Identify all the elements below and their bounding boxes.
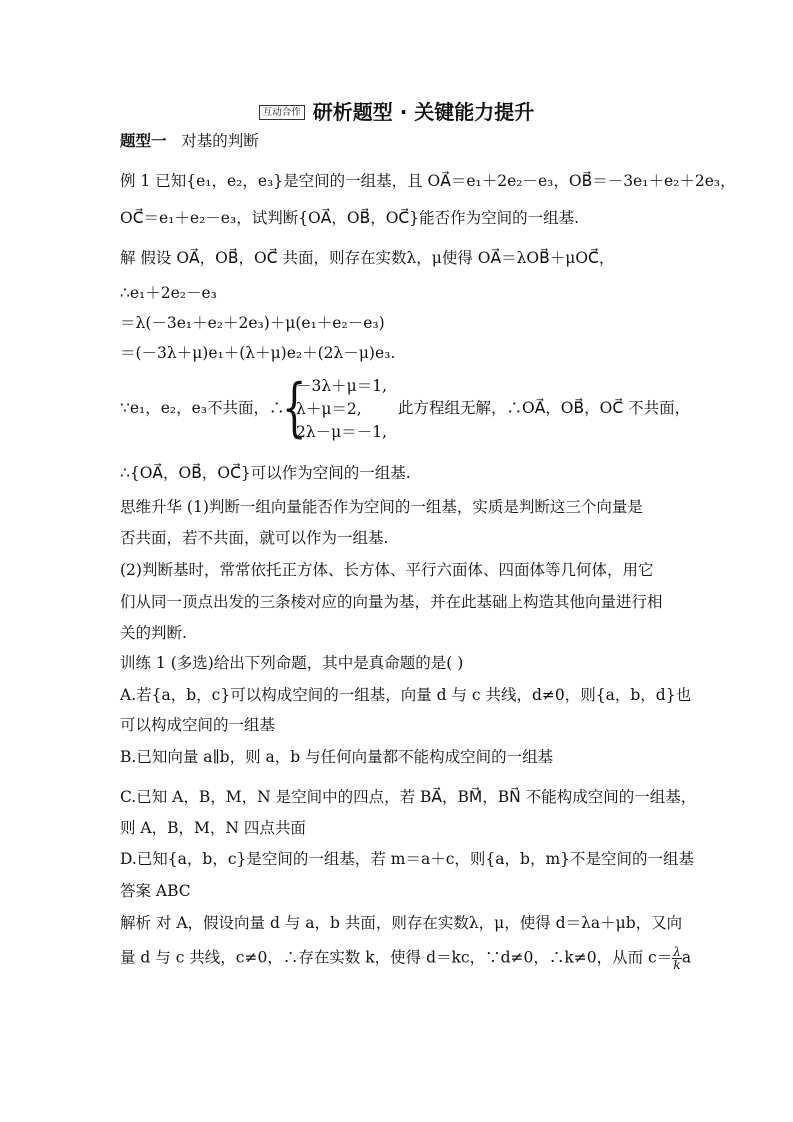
fraction-denominator: k	[673, 958, 681, 972]
example-text-line: OC⃗＝e₁＋e₂－e₃，试判断{OA⃗，OB⃗，OC⃗}能否作为空间的一组基.	[120, 209, 580, 227]
analysis-line	[120, 946, 691, 971]
question-type-name: 对基的判断	[181, 132, 259, 150]
analysis-line-text: 量 d 与 c 共线，c≠0，∴存在实数 k，使得 d＝kc，∵d≠0，∴k≠0，从而 c＝	[120, 948, 673, 967]
equation-2: λ＋μ＝2,	[296, 400, 362, 418]
equation-lead-text: ∵e₁，e₂，e₃不共面，∴	[120, 399, 285, 417]
interaction-badge: 互动合作	[259, 105, 305, 120]
page-title: 研析题型 · 关键能力提升	[312, 100, 535, 124]
analysis-line: 解析 对 A，假设向量 d 与 a，b 共面，则存在实数λ，μ，使得 d＝λa＋μb，又向	[120, 914, 683, 932]
exercise-prompt: 训练 1 (多选)给出下列命题，其中是真命题的是( )	[120, 654, 464, 672]
fraction-lambda-over-k	[672, 946, 682, 971]
section-header	[0, 96, 793, 125]
summary-text-line: 关的判断.	[120, 624, 187, 642]
option-c-line: C.已知 A，B，M，N 是空间中的四点，若 BA⃗，BM⃗，BN⃗ 不能构成空间的一组基，	[120, 788, 697, 806]
equation-list	[296, 375, 387, 444]
equation-system	[120, 371, 691, 445]
question-type-label: 题型一	[120, 132, 167, 150]
analysis-line-tail: a	[681, 948, 692, 967]
question-type-heading	[120, 130, 259, 152]
solution-text-line: ＝(－3λ＋μ)e₁＋(λ＋μ)e₂＋(2λ－μ)e₃.	[120, 344, 396, 362]
summary-text-line: 思维升华 (1)判断一组向量能否作为空间的一组基，实质是判断这三个向量是	[120, 498, 643, 516]
summary-text-line: 们从同一顶点出发的三条棱对应的向量为基，并在此基础上构造其他向量进行相	[120, 593, 663, 611]
summary-text-line: 否共面，若不共面，就可以作为一组基.	[120, 529, 389, 547]
solution-text-line: ＝λ(－3e₁＋e₂＋2e₃)＋μ(e₁＋e₂－e₃)	[120, 314, 385, 332]
solution-text-line: 解 假设 OA⃗，OB⃗，OC⃗ 共面，则存在实数λ，μ使得 OA⃗＝λOB⃗＋μOC⃗，	[120, 249, 615, 267]
equation-1: －3λ＋μ＝1,	[296, 377, 388, 395]
option-b-line: B.已知向量 a∥b，则 a，b 与任何向量都不能构成空间的一组基	[120, 748, 554, 766]
example-text-line: 例 1 已知{e₁，e₂，e₃}是空间的一组基，且 OA⃗＝e₁＋2e₂－e₃，OB⃗＝－3e₁＋e₂＋2e₃，	[120, 172, 736, 190]
option-a-line: A.若{a，b，c}可以构成空间的一组基，向量 d 与 c 共线，d≠0，则{a，b，d}也	[120, 686, 692, 704]
equation-3: 2λ－μ＝－1,	[296, 423, 388, 441]
brace-symbol: {	[282, 371, 307, 445]
equation-conclusion: 此方程组无解，∴OA⃗，OB⃗，OC⃗ 不共面，	[398, 399, 691, 417]
option-a-line: 可以构成空间的一组基	[120, 716, 276, 734]
option-c-line: 则 A，B，M，N 四点共面	[120, 819, 306, 837]
solution-text-line: ∴e₁＋2e₂－e₃	[120, 284, 217, 302]
summary-text-line: (2)判断基时，常常依托正方体、长方体、平行六面体、四面体等几何体，用它	[120, 561, 654, 579]
answer-line: 答案 ABC	[120, 882, 191, 900]
fraction-numerator: λ	[673, 945, 681, 959]
option-d-line: D.已知{a，b，c}是空间的一组基，若 m＝a＋c，则{a，b，m}不是空间的一组基	[120, 850, 695, 868]
solution-conclusion: ∴{OA⃗，OB⃗，OC⃗}可以作为空间的一组基.	[120, 464, 411, 482]
